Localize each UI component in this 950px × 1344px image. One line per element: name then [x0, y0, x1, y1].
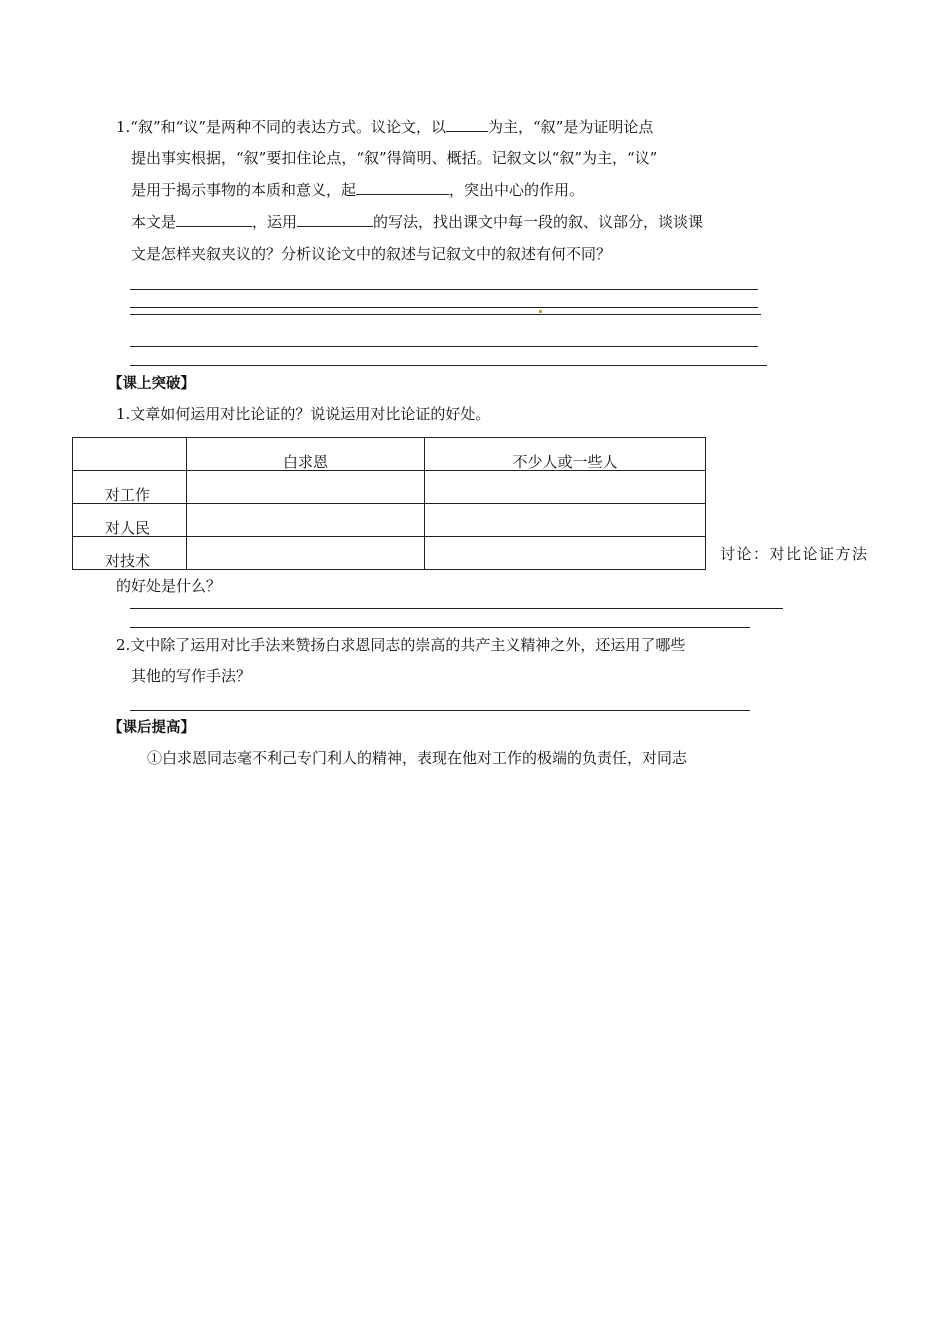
class-question-2-line-1: 2.文中除了运用对比手法来赞扬白求恩同志的崇高的共产主义精神之外，还运用了哪些 — [116, 636, 686, 654]
class-question-2-line-2: 其他的写作手法？ — [131, 667, 252, 685]
text: 是用于揭示事物的本质和意义，起 — [131, 181, 357, 199]
table-corner-cell — [73, 438, 187, 471]
table-row-label-technique: 对技术 — [73, 537, 187, 570]
text: 的写法，找出课文中每一段的叙、议部分，谈谈课 — [373, 213, 704, 231]
answer-line[interactable] — [130, 365, 767, 366]
stray-mark — [539, 310, 542, 313]
blank-main-method[interactable] — [446, 116, 488, 132]
text: 1.“叙”和“议”是两种不同的表达方式。议论文，以 — [116, 118, 446, 136]
class-question-1: 1.文章如何运用对比论证的？说说运用对比论证的好处。 — [116, 405, 491, 423]
table-header-bethune: 白求恩 — [187, 438, 425, 471]
blank-writing-method[interactable] — [297, 211, 373, 227]
question-1-line-4 — [131, 211, 703, 232]
discussion-prompt-part-1: 讨论：对比论证方法 — [720, 545, 869, 563]
table-row-label-people: 对人民 — [73, 504, 187, 537]
table-header-others: 不少人或一些人 — [425, 438, 706, 471]
table-cell-input[interactable] — [187, 537, 425, 570]
comparison-table — [72, 437, 706, 570]
question-1-line-3 — [131, 179, 584, 200]
text: ，突出中心的作用。 — [449, 181, 585, 199]
answer-line[interactable] — [130, 346, 758, 347]
question-1-line-1 — [116, 116, 653, 137]
question-1-line-2: 提出事实根据，“叙”要扣住论点，“叙”得简明、概括。记叙文以“叙”为主，“议” — [131, 149, 658, 167]
answer-line[interactable] — [130, 608, 783, 609]
blank-text-type[interactable] — [176, 211, 252, 227]
section-header-class-breakthrough: 【课上突破】 — [108, 376, 195, 392]
table-cell-input[interactable] — [425, 537, 706, 570]
answer-line[interactable] — [130, 627, 750, 628]
answer-line[interactable] — [130, 289, 758, 290]
section-header-after-class: 【课后提高】 — [108, 720, 195, 736]
table-cell-input[interactable] — [425, 471, 706, 504]
answer-line[interactable] — [130, 307, 758, 308]
after-class-item-1: ①白求恩同志毫不利己专门利人的精神，表现在他对工作的极端的负责任，对同志 — [147, 749, 688, 767]
text: 本文是 — [131, 213, 177, 231]
answer-line[interactable] — [130, 314, 761, 315]
discussion-prompt-part-2: 的好处是什么？ — [116, 577, 222, 595]
table-cell-input[interactable] — [187, 504, 425, 537]
answer-line[interactable] — [130, 710, 750, 711]
blank-role[interactable] — [356, 179, 449, 195]
table-cell-input[interactable] — [187, 471, 425, 504]
table-cell-input[interactable] — [425, 504, 706, 537]
text: 为主，“叙”是为证明论点 — [488, 118, 654, 136]
text: ，运用 — [252, 213, 298, 231]
question-1-line-5: 文是怎样夹叙夹议的？分析议论文中的叙述与记叙文中的叙述有何不同？ — [131, 245, 612, 263]
table-row-label-work: 对工作 — [73, 471, 187, 504]
